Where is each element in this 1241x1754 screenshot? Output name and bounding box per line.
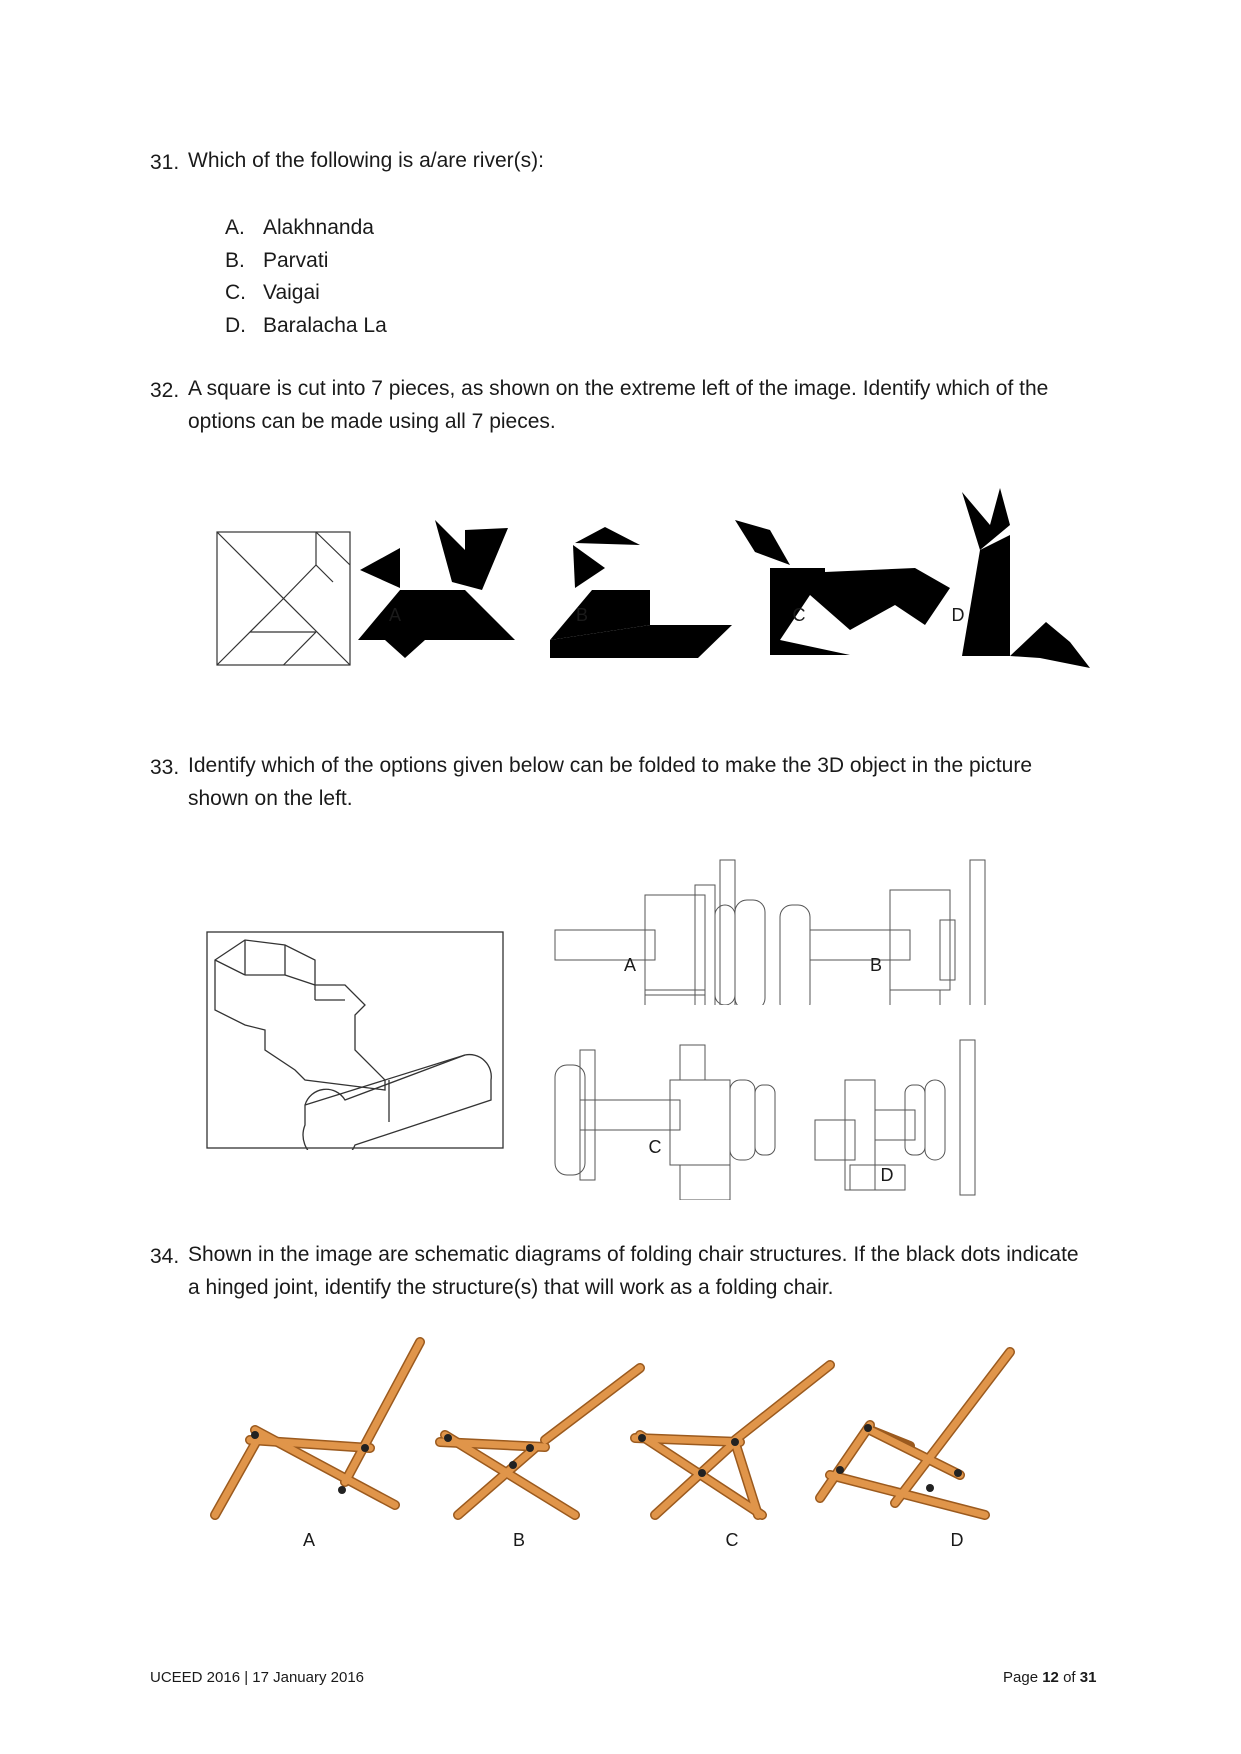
footer-page-number xyxy=(1003,1669,1096,1686)
question-34-text-line2: a hinged joint, identify the structure(s) that will work as a folding chair. xyxy=(188,1276,834,1299)
question-33-text-line1: Identify which of the options given below can be folded to make the 3D object in the picture xyxy=(188,754,1033,777)
q31-option-d-text: Baralacha La xyxy=(263,314,387,337)
q34-label-c: C xyxy=(725,1530,739,1550)
tangram-option-d xyxy=(962,488,1090,668)
net-options-cd xyxy=(545,1035,1025,1200)
net-options-ab xyxy=(545,855,1025,1005)
q33-label-c: C xyxy=(648,1137,662,1157)
question-31-text: Which of the following is a/are river(s): xyxy=(188,149,544,172)
tangram-option-c xyxy=(735,520,950,655)
chair-d xyxy=(820,1352,1010,1515)
q31-option-c-letter: C. xyxy=(225,281,246,304)
tangram-option-b xyxy=(550,527,732,658)
q34-label-b: B xyxy=(512,1530,525,1550)
question-34-number: 34. xyxy=(150,1245,180,1268)
q34-label-d: D xyxy=(950,1530,964,1550)
chair-a xyxy=(215,1342,420,1515)
q31-option-d-letter: D. xyxy=(225,314,246,337)
q33-label-b: B xyxy=(869,955,882,975)
question-32-number: 32. xyxy=(150,379,180,402)
question-34-text-line1: Shown in the image are schematic diagrams of folding chair structures. If the black dots indicate xyxy=(188,1243,1079,1266)
page-of: of xyxy=(1063,1669,1076,1686)
question-33-text-line2: shown on the left. xyxy=(188,787,353,810)
question-32-text-line2: options can be made using all 7 pieces. xyxy=(188,410,556,433)
question-32-text-line1: A square is cut into 7 pieces, as shown on the extreme left of the image. Identify which of the xyxy=(188,377,1049,400)
question-31-number: 31. xyxy=(150,151,180,174)
q33-label-d: D xyxy=(880,1165,894,1185)
q32-label-d: D xyxy=(951,605,965,625)
q32-label-c: C xyxy=(792,605,806,625)
q34-label-a: A xyxy=(302,1530,315,1550)
q31-option-c-text: Vaigai xyxy=(263,281,320,304)
q32-label-a: A xyxy=(388,605,401,625)
3d-object-figure xyxy=(205,930,505,1150)
q31-option-b-text: Parvati xyxy=(263,249,329,272)
tangram-option-a xyxy=(358,520,515,658)
tangram-square xyxy=(217,532,350,665)
folding-chairs-figure xyxy=(190,1330,1110,1530)
page-total: 31 xyxy=(1079,1669,1097,1686)
q31-option-a-text: Alakhnanda xyxy=(263,216,374,239)
q31-option-b-letter: B. xyxy=(225,249,245,272)
footer-exam-info: UCEED 2016 | 17 January 2016 xyxy=(150,1669,365,1686)
question-33-number: 33. xyxy=(150,756,180,779)
page-prefix: Page xyxy=(1003,1669,1039,1686)
page-current: 12 xyxy=(1042,1669,1059,1686)
tangram-figure xyxy=(210,480,1110,680)
q33-label-a: A xyxy=(623,955,636,975)
q31-option-a-letter: A. xyxy=(225,216,245,239)
q32-label-b: B xyxy=(575,605,588,625)
